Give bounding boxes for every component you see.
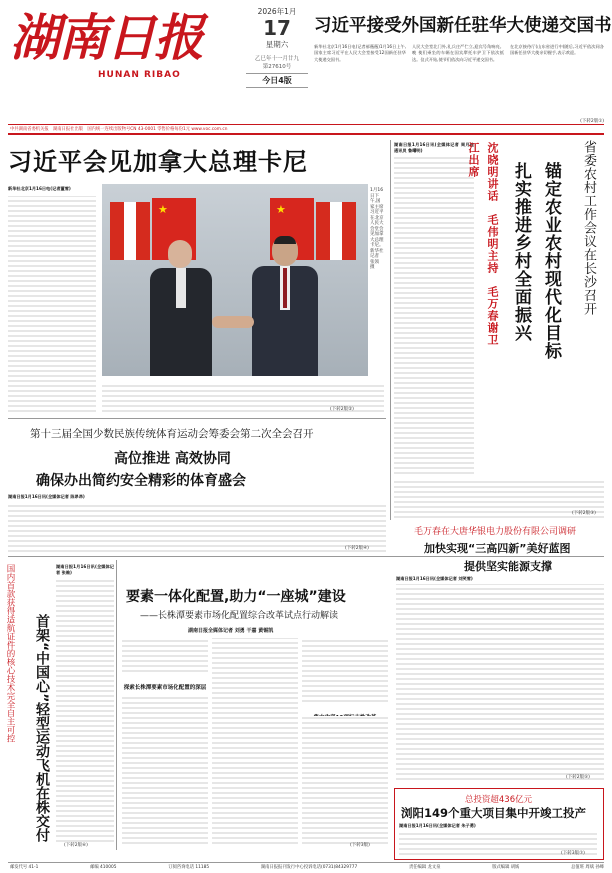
aircraft-body (56, 580, 114, 842)
reform-body-col-3a (302, 638, 388, 702)
mao-byline: 湖南日报1月16日讯(全媒体记者 刘笑雪) (396, 576, 473, 581)
masthead (8, 6, 612, 126)
reform-body-col-2 (212, 638, 298, 844)
footer-postal-code: 邮发代号 41-1 (10, 865, 39, 870)
footer-rule (8, 862, 604, 863)
reform-section-a-text: 探索长株潭要素市场化配置的深层 (123, 685, 207, 691)
divider-aircraft (116, 560, 117, 850)
carney-body-left (8, 196, 96, 412)
mao-more: (下转2版⑤) (566, 775, 590, 780)
date-year-month: 2026年1月 (257, 7, 297, 16)
reform-subhead: ——长株潭要素市场化配置综合改革试点行动解读 (140, 611, 339, 621)
top-story-headline: 习近平接受外国新任驻华大使递交国书 (314, 16, 612, 36)
aircraft-kicker: 国内首款获得适航证件的核心技术完全自主可控 (5, 564, 15, 743)
aircraft-kicker-wrap (5, 564, 20, 814)
footer-subscribe-phone: 订阅咨询电话 11185 (168, 865, 210, 870)
aircraft-headline: 首架“中国心”轻型运动飞机在株交付 (34, 614, 50, 843)
mao-headline-b: 提供坚实能源支撑 (464, 560, 552, 573)
footer-complaint-phone: 湖南日报报刊发行中心投诉电话(0731)84329777 (260, 865, 358, 870)
carney-more: (下转2版②) (330, 407, 354, 412)
footer-editor: 责任编辑 龙文泉 (408, 865, 441, 870)
date-day: 17 (263, 16, 291, 40)
rural-headline-a: 锚定农业农村现代化目标 (541, 162, 561, 360)
aircraft-byline: 湖南日报1月16日讯(全媒体记者 张维) (56, 564, 114, 576)
aircraft-more: (下转2版⑥) (64, 843, 88, 848)
china-flag-left: ★ (152, 198, 196, 260)
masthead-rule-top (8, 124, 604, 125)
rural-speakers-text: 沈晓明讲话 毛伟明主持 毛万春谢卫江出席 (467, 142, 499, 346)
carney-photo (102, 184, 368, 376)
sports-kicker: 第十三届全国少数民族传统体育运动会筹委会第二次全会召开 (30, 428, 314, 440)
rural-story (394, 140, 606, 520)
reform-headline: 要素一体化配置,助力“一座城”建设 (126, 589, 346, 605)
carney-photo-caption: 1月16日下午,国家主席习近平在北京人民大会堂会见加拿大总理卡尼。新华社记者 张领 摄 (370, 188, 384, 270)
top-story-col-2: 人民大会堂北门外,礼兵庄严伫立,迎宾号角响亮。晚 使们乘坐的车辆在国宾摩托车护卫下依次抵达。仪式开始,使节们依次向习近平递交国书。 (412, 44, 504, 62)
newspaper-logo: 湖南日报 (10, 8, 202, 67)
mao-headline-a: 加快实现“三高四新”美好蓝图 (424, 542, 571, 555)
date-box (246, 6, 308, 116)
mao-body (396, 584, 604, 780)
top-story-col-3: 在北京接待厅(山东省进行中)随后,习近平依次同各国新任驻华大使亲切握手,表示欢迎。 (510, 44, 604, 56)
reform-body-col-1 (122, 638, 208, 672)
projects-byline: 湖南日报1月16日讯(全媒体记者 朱子勇) (399, 823, 476, 828)
rural-headline-b-wrap (506, 162, 534, 402)
rural-headline-b: 扎实推进乡村全面振兴 (511, 162, 531, 342)
sports-body (8, 504, 386, 552)
rural-headline-a-wrap (536, 162, 564, 442)
weekday: 星期六 (265, 40, 289, 49)
sports-headline-a: 高位推进 高效协同 (114, 451, 231, 467)
top-story-more: (下转2版①) (580, 119, 604, 124)
footer (10, 864, 604, 872)
sports-headline-b: 确保办出简约安全精彩的体育盛会 (36, 473, 246, 489)
top-story-body (314, 44, 606, 124)
sports-byline: 湖南日报1月16日讯(全媒体记者 陈昂昂) (8, 494, 85, 499)
footer-layout-editor: 版式编辑 胡嫣 (492, 865, 520, 870)
masthead-footer-line: 中共湖南省委机关报 湖南日报社出版 国内统一连续出版物号CN 43-0001 零售价格每份1元 www.voc.com.cn (10, 127, 228, 132)
canada-flag-left (110, 202, 150, 260)
masthead-rule-bottom (8, 133, 604, 135)
projects-box (394, 788, 604, 860)
canada-flag-right (316, 202, 356, 260)
sports-more: (下转2版④) (345, 546, 369, 551)
carney-byline: 新华社北京1月16日电(记者董雪) (8, 186, 71, 191)
divider-row3 (8, 556, 604, 557)
reform-more: (下转3版) (350, 843, 370, 848)
projects-headline: 浏阳149个重大项目集中开竣工投产 (401, 806, 587, 820)
rural-kicker-wrap (572, 140, 598, 450)
rural-speakers (467, 142, 502, 352)
projects-kicker: 总投资超436亿元 (464, 795, 533, 805)
reform-body-col-3b (302, 716, 388, 844)
person-carney (150, 240, 212, 376)
top-story-col-1: 新华社北京1月16日电(记者郝薇薇)1月16日上午,国家主席习近平在人民大会堂接受12国新任驻华大使递交国书。 (314, 44, 406, 62)
reform-body-col-1b (122, 694, 208, 844)
carney-headline: 习近平会见加拿大总理卡尼 (8, 148, 308, 176)
mao-kicker: 毛万春在大唐华银电力股份有限公司调研 (414, 527, 577, 537)
page-count: 今日4版 (246, 73, 308, 88)
footer-zip: 邮编 410005 (90, 865, 117, 870)
rural-kicker: 省委农村工作会议在长沙召开 (581, 140, 596, 316)
divider-carney-right (390, 140, 391, 520)
carney-photo-credit-vertical (288, 186, 294, 246)
china-flag-right: ★ (270, 198, 314, 260)
issue-number: 第27610号 (262, 64, 292, 70)
rural-more: (下转2版③) (572, 511, 596, 516)
handshake (212, 316, 254, 328)
person-xi (252, 236, 318, 376)
rural-byline: 湖南日报1月16日讯(全媒体记者 周月桂 通讯员 鲁曙明) (394, 142, 474, 154)
newspaper-pinyin: HUNAN RIBAO (98, 70, 181, 80)
lunar-date: 乙巳年十一月廿九 (254, 56, 299, 62)
divider-row2 (8, 418, 386, 419)
aircraft-headline-wrap (22, 614, 52, 854)
footer-chief-duty: 总值班 周斌 孙峰 (571, 865, 604, 870)
rural-body-col-1 (394, 156, 474, 474)
reform-byline: 湖南日报全媒体记者 刘勇 干嘉 黄锡凯 (188, 628, 274, 634)
projects-more: (下转3版⑦) (561, 851, 585, 856)
